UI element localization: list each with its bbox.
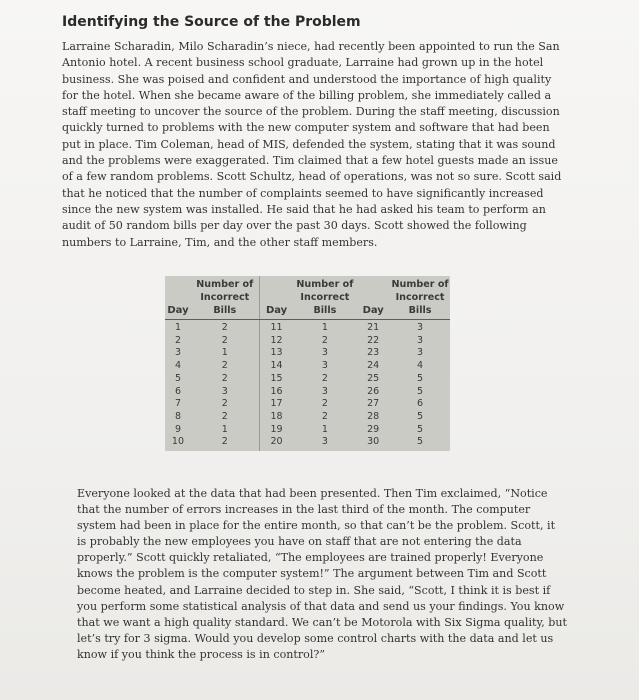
count-cell: 1	[321, 322, 328, 333]
day-cell: 20	[259, 436, 293, 451]
table-row	[165, 360, 450, 373]
count-cell: 5	[417, 410, 424, 422]
day-cell: 19	[259, 424, 293, 437]
day-cell: 21	[367, 322, 380, 333]
header-incorrect-line3: Bills	[313, 305, 337, 316]
intro-paragraph: Larraine Scharadin, Milo Scharadin’s niece, had recently been appointed to run the San Antonio hotel. A recent business school graduate, Larraine had grown up in the hotel business. She was poised and confident and understood the importance of high quality for the hotel. When she became aware of the billing problem, she immediately called a staff meeting to uncover the source of the problem. During the staff meeting, discussion quickly turned to problems with the new computer system and software that had been put in place. Tim Coleman, head of MIS, defended the system, stating that it was sound and the problems were exaggerated. Tim claimed that a few hotel guests made an issue of a few random problems. Scott Schultz, head of operations, was not so sure. Scott said that he noticed that the number of complaints seemed to have significantly increased since the new system was installed. He said that he had asked his team to perform an audit of 50 random bills per day over the past 30 days. Scott showed the following numbers to Larraine, Tim, and the other staff members.	[62, 40, 562, 249]
count-cell: 2	[221, 410, 228, 422]
day-cell: 24	[367, 360, 380, 372]
table-row	[165, 436, 450, 451]
count-cell: 3	[417, 322, 424, 333]
count-cell: 4	[417, 360, 424, 372]
day-cell: 16	[259, 386, 293, 399]
count-cell: 2	[221, 398, 228, 410]
day-cell: 14	[259, 360, 293, 373]
header-incorrect-1	[191, 276, 259, 320]
header-incorrect-line3: Bills	[408, 305, 432, 316]
table-row	[165, 398, 450, 411]
day-cell: 30	[367, 436, 380, 448]
header-incorrect-3	[390, 276, 450, 320]
count-cell: 2	[221, 334, 228, 346]
header-incorrect-2	[293, 276, 356, 320]
day-cell: 3	[174, 347, 181, 359]
table-row	[165, 411, 450, 424]
count-cell: 2	[221, 360, 228, 372]
header-day-1: Day	[165, 276, 191, 320]
header-incorrect-line2: Incorrect	[395, 292, 445, 303]
count-cell: 2	[321, 398, 328, 410]
day-cell: 12	[259, 335, 293, 348]
count-cell: 5	[417, 385, 424, 397]
incorrect-bills-table	[165, 276, 450, 451]
count-cell: 1	[321, 423, 328, 435]
count-cell: 6	[417, 398, 424, 410]
count-cell: 2	[321, 334, 328, 346]
day-cell: 22	[367, 334, 380, 346]
count-cell: 1	[221, 423, 228, 435]
table-row	[165, 424, 450, 437]
day-cell: 18	[259, 411, 293, 424]
day-cell: 1	[174, 322, 181, 333]
count-cell: 2	[321, 372, 328, 384]
day-cell: 4	[174, 360, 181, 372]
header-incorrect-line2: Incorrect	[200, 292, 250, 303]
day-cell: 13	[259, 347, 293, 360]
day-cell: 28	[367, 410, 380, 422]
count-cell: 3	[417, 347, 424, 359]
header-incorrect-line1: Number of	[196, 279, 254, 290]
section-heading: Identifying the Source of the Problem	[62, 14, 361, 30]
day-cell: 2	[174, 334, 181, 346]
discussion-paragraph: Everyone looked at the data that had been presented. Then Tim exclaimed, “Notice that the number of errors increases in the last third of the month. The computer system had been in place for the entire month, so that can’t be the problem. Scott, it is probably the new employees you have on staff that are not entering the data properly.” Scott quickly retaliated, “The employees are trained properly! Everyone knows the problem is the computer system!” The argument between Tim and Scott become heated, and Larraine decided to step in. She said, “Scott, I think it is best if you perform some statistical analysis of that data and send us your findings. You know that we want a high quality standard. We can’t be Motorola with Six Sigma quality, but let’s try for 3 sigma. Would you develop some control charts with the data and let us know if you think the process is in control?”	[77, 487, 568, 661]
day-cell: 5	[174, 372, 181, 384]
header-incorrect-line1: Number of	[391, 279, 449, 290]
count-cell: 2	[221, 436, 228, 448]
count-cell: 2	[221, 322, 228, 333]
count-cell: 5	[417, 372, 424, 384]
day-cell: 25	[367, 372, 380, 384]
day-cell: 10	[171, 436, 184, 448]
count-cell: 3	[221, 385, 228, 397]
day-cell: 17	[259, 398, 293, 411]
day-cell: 7	[174, 398, 181, 410]
count-cell: 3	[321, 385, 328, 397]
count-cell: 1	[221, 347, 228, 359]
count-cell: 2	[221, 372, 228, 384]
table-row	[165, 347, 450, 360]
day-cell: 29	[367, 423, 380, 435]
count-cell: 3	[321, 360, 328, 372]
header-day-3: Day	[356, 276, 390, 320]
table-row	[165, 373, 450, 386]
header-incorrect-line3: Bills	[213, 305, 237, 316]
header-day-2: Day	[259, 276, 293, 320]
table-row	[165, 335, 450, 348]
count-cell: 2	[321, 410, 328, 422]
table-row	[165, 386, 450, 399]
count-cell: 3	[321, 436, 328, 448]
day-cell: 8	[174, 410, 181, 422]
table-row	[165, 320, 450, 335]
day-cell: 15	[259, 373, 293, 386]
day-cell: 6	[174, 385, 181, 397]
day-cell: 27	[367, 398, 380, 410]
day-cell: 9	[174, 423, 181, 435]
count-cell: 5	[417, 436, 424, 448]
table-header-row	[165, 276, 450, 320]
header-incorrect-line1: Number of	[296, 279, 354, 290]
day-cell: 23	[367, 347, 380, 359]
count-cell: 5	[417, 423, 424, 435]
count-cell: 3	[321, 347, 328, 359]
count-cell: 3	[417, 334, 424, 346]
day-cell: 11	[259, 320, 293, 335]
day-cell: 26	[367, 385, 380, 397]
header-incorrect-line2: Incorrect	[300, 292, 350, 303]
